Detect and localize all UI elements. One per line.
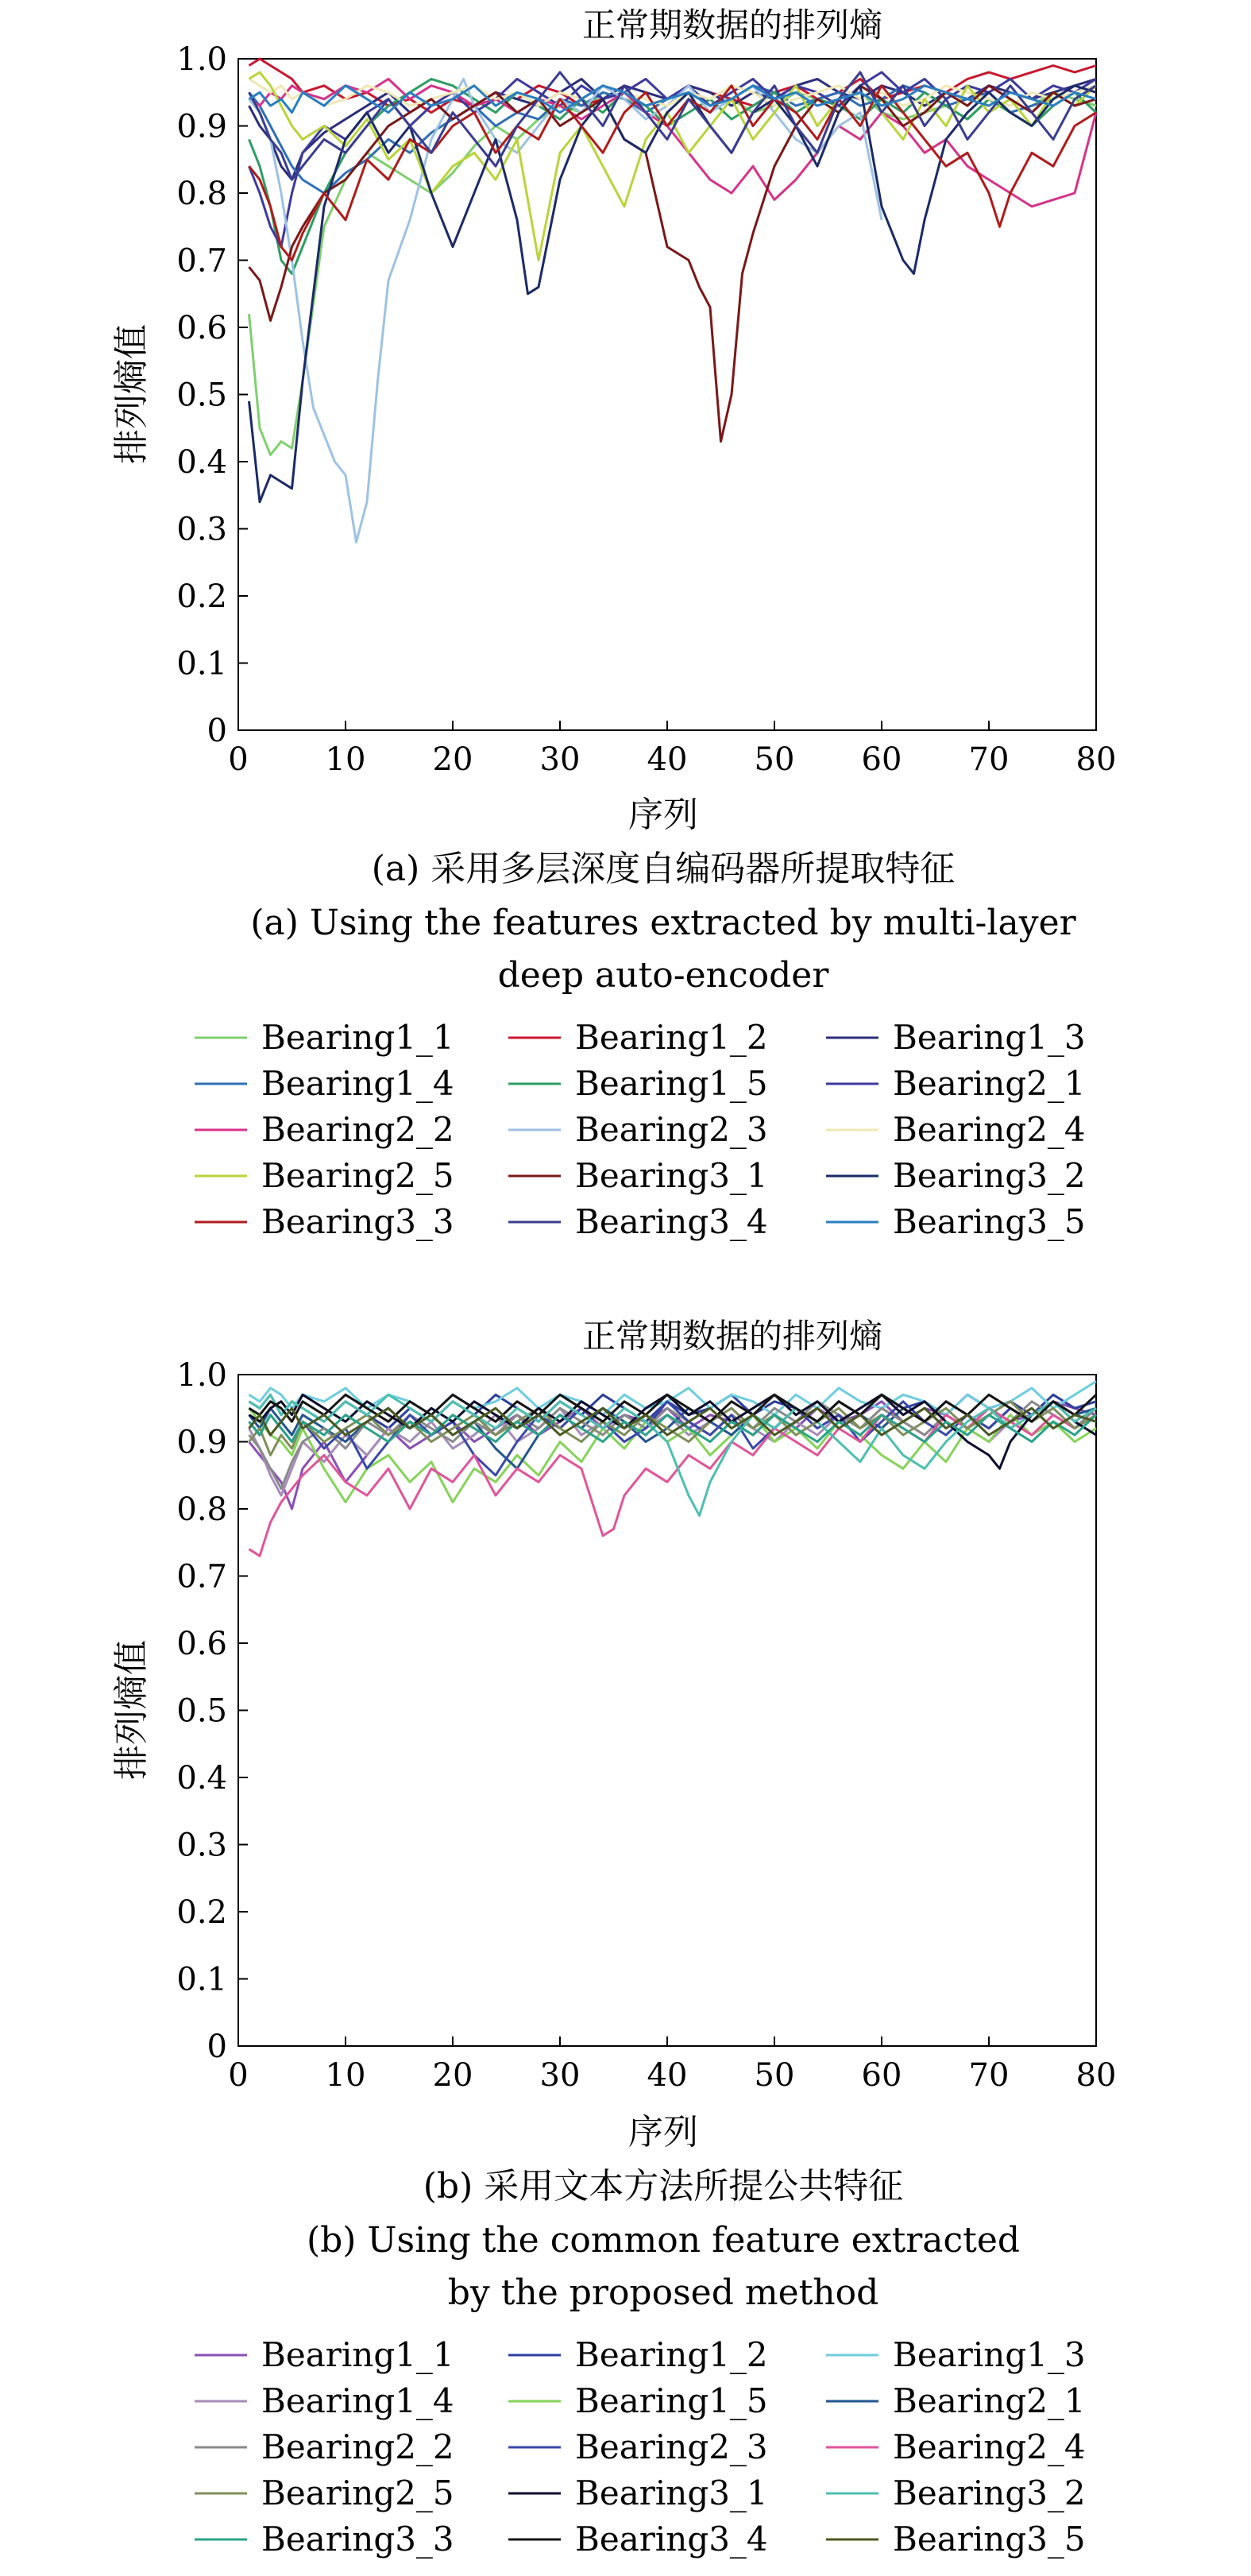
- legend-item: [826, 2474, 1086, 2512]
- legend-item: [508, 2381, 768, 2420]
- y-axis-label: 排列熵值: [111, 324, 152, 464]
- x-tick-label: 70: [968, 741, 1010, 778]
- y-tick-label: 0.6: [176, 310, 227, 346]
- legend-item: [826, 2427, 1086, 2466]
- legend-label: Bearing1_2: [575, 2335, 768, 2374]
- y-tick-label: 0.5: [176, 1692, 227, 1730]
- legend-label: Bearing2_2: [261, 2427, 454, 2466]
- panel-caption-en-line1: (a) Using the features extracted by multi-layer: [250, 903, 1076, 943]
- legend-item: [826, 1018, 1086, 1057]
- y-axis-label: 排列熵值: [111, 1640, 152, 1780]
- y-tick-label: 0.1: [176, 645, 227, 683]
- y-tick-label: 0.8: [176, 176, 227, 212]
- y-tick-label: 0.7: [176, 242, 227, 280]
- legend-item: [508, 2474, 768, 2512]
- legend-item: [508, 2335, 768, 2374]
- legend-label: Bearing2_4: [893, 1110, 1086, 1149]
- x-tick-label: 60: [861, 741, 902, 778]
- x-tick-label: 10: [325, 2057, 366, 2094]
- legend-item: [508, 2427, 768, 2466]
- legend-label: Bearing3_1: [575, 1156, 768, 1195]
- legend-item: [195, 1018, 454, 1057]
- series-line-bearing2-4: [249, 79, 1097, 106]
- legend-label: Bearing2_1: [893, 2381, 1086, 2420]
- y-tick-label: 0.6: [176, 1626, 227, 1662]
- y-tick-label: 1.0: [176, 41, 227, 78]
- legend-label: Bearing1_4: [261, 1064, 454, 1103]
- legend-label: Bearing3_1: [575, 2474, 768, 2512]
- x-tick-label: 0: [228, 2057, 249, 2094]
- chart-title: 正常期数据的排列熵: [581, 1317, 883, 1356]
- legend-item: [826, 2335, 1086, 2374]
- panel-caption-en-line2: by the proposed method: [447, 2272, 879, 2313]
- legend-label: Bearing3_2: [893, 2474, 1086, 2512]
- legend: [195, 2335, 1086, 2559]
- legend-label: Bearing1_3: [893, 1018, 1086, 1057]
- legend-label: Bearing3_4: [575, 1202, 768, 1241]
- x-axis-label: 序列: [628, 2112, 698, 2152]
- y-tick-label: 0.2: [176, 578, 227, 615]
- x-tick-label: 30: [539, 2057, 581, 2094]
- legend-label: Bearing3_3: [261, 1202, 454, 1241]
- series-line-bearing3-2: [249, 86, 1097, 502]
- legend-item: [195, 1110, 454, 1149]
- x-tick-label: 40: [647, 2057, 688, 2094]
- legend-label: Bearing3_2: [893, 1156, 1086, 1195]
- legend-item: [195, 1202, 454, 1241]
- legend-item: [195, 2335, 454, 2374]
- legend-label: Bearing1_5: [575, 1064, 768, 1103]
- legend-label: Bearing3_5: [893, 1202, 1086, 1241]
- legend-item: [195, 2474, 454, 2512]
- x-tick-label: 60: [861, 2057, 902, 2094]
- legend-label: Bearing1_1: [261, 1018, 454, 1057]
- legend-label: Bearing2_5: [261, 2474, 454, 2512]
- legend-item: [826, 2520, 1086, 2559]
- y-tick-label: 0.7: [176, 1558, 227, 1595]
- legend-label: Bearing2_4: [893, 2427, 1086, 2466]
- x-tick-label: 20: [432, 2057, 473, 2094]
- panel-caption-zh: (a) 采用多层深度自编码器所提取特征: [371, 849, 956, 889]
- y-tick-label: 0: [207, 713, 227, 749]
- panel-caption-en-line1: (b) Using the common feature extracted: [306, 2220, 1021, 2261]
- legend-item: [508, 1156, 768, 1195]
- y-axis: [176, 41, 248, 749]
- legend-label: Bearing1_2: [575, 1018, 768, 1057]
- y-tick-label: 0.2: [176, 1894, 227, 1931]
- legend-item: [508, 1064, 768, 1103]
- y-tick-label: 0.3: [176, 1827, 227, 1864]
- legend-item: [826, 1110, 1086, 1149]
- legend-item: [508, 1110, 768, 1149]
- legend-label: Bearing3_5: [893, 2520, 1086, 2559]
- legend-item: [508, 1018, 768, 1057]
- x-tick-label: 70: [968, 2057, 1010, 2094]
- x-tick-label: 10: [325, 741, 366, 778]
- y-tick-label: 0.4: [176, 1760, 227, 1797]
- x-tick-label: 30: [539, 741, 581, 778]
- legend-item: [826, 1156, 1086, 1195]
- plot-frame: [238, 1375, 1096, 2046]
- y-tick-label: 0.3: [176, 511, 227, 548]
- x-tick-label: 80: [1075, 741, 1117, 778]
- legend-item: [195, 1064, 454, 1103]
- legend-item: [195, 2520, 454, 2559]
- legend-label: Bearing1_3: [893, 2335, 1086, 2374]
- chart-panel-a: [111, 6, 1116, 1241]
- x-axis: [228, 721, 1116, 778]
- legend-item: [826, 1064, 1086, 1103]
- x-tick-label: 80: [1075, 2057, 1117, 2094]
- legend-item: [826, 1202, 1086, 1241]
- legend-label: Bearing1_5: [575, 2381, 768, 2420]
- legend-label: Bearing3_4: [575, 2520, 768, 2559]
- y-axis: [176, 1357, 248, 2065]
- legend-item: [195, 2381, 454, 2420]
- legend-item: [826, 2381, 1086, 2420]
- x-tick-label: 0: [228, 741, 249, 778]
- y-tick-label: 0.5: [176, 377, 227, 414]
- legend-label: Bearing1_4: [261, 2381, 454, 2420]
- x-axis: [228, 2036, 1116, 2094]
- y-tick-label: 0.8: [176, 1491, 227, 1528]
- legend-item: [508, 1202, 768, 1241]
- y-tick-label: 0.9: [176, 1424, 227, 1461]
- legend-label: Bearing2_3: [575, 2427, 768, 2466]
- y-tick-label: 0.1: [176, 1961, 227, 1998]
- x-tick-label: 20: [432, 741, 473, 778]
- series-lines: [249, 59, 1097, 542]
- series-line-bearing2-3: [249, 79, 882, 542]
- legend-item: [508, 2520, 768, 2559]
- legend-label: Bearing3_3: [261, 2520, 454, 2559]
- x-tick-label: 50: [754, 2057, 795, 2094]
- legend-item: [195, 1156, 454, 1195]
- legend: [195, 1018, 1086, 1241]
- chart-title: 正常期数据的排列熵: [581, 6, 883, 44]
- y-tick-label: 0: [207, 2029, 227, 2065]
- legend-label: Bearing2_5: [261, 1156, 454, 1195]
- y-tick-label: 0.9: [176, 108, 227, 145]
- panel-caption-en-line2: deep auto-encoder: [497, 955, 829, 996]
- x-tick-label: 50: [754, 741, 795, 778]
- legend-label: Bearing2_2: [261, 1110, 454, 1149]
- y-tick-label: 0.4: [176, 444, 227, 481]
- legend-label: Bearing1_1: [261, 2335, 454, 2374]
- panel-caption-zh: (b) 采用文本方法所提公共特征: [423, 2166, 904, 2207]
- legend-item: [195, 2427, 454, 2466]
- x-axis-label: 序列: [628, 795, 698, 835]
- series-lines: [249, 1382, 1097, 1557]
- chart-panel-b: [111, 1317, 1116, 2559]
- legend-label: Bearing2_1: [893, 1064, 1086, 1103]
- x-tick-label: 40: [647, 741, 688, 778]
- legend-label: Bearing2_3: [575, 1110, 768, 1149]
- y-tick-label: 1.0: [176, 1357, 227, 1394]
